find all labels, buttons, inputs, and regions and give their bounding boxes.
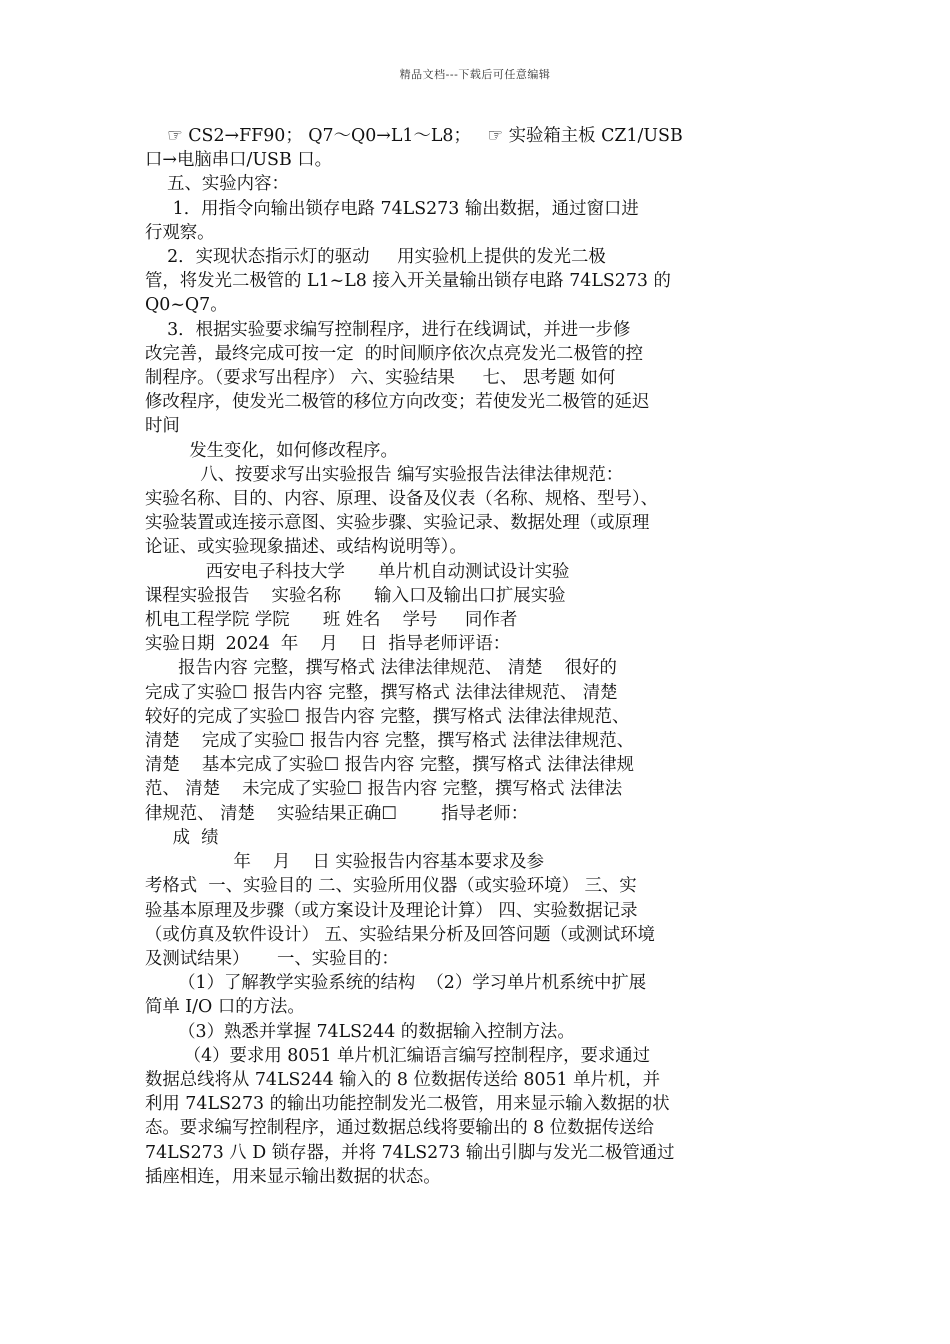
text-line: 改完善，最终完成可按一定 的时间顺序依次点亮发光二极管的控	[145, 343, 643, 364]
text-line: 制程序。（要求写出程序） 六、实验结果 七、 思考题 如何	[145, 368, 616, 389]
text-line: 范、 清楚 未完成了实验☐ 报告内容 完整，撰写格式 法律法	[145, 779, 623, 800]
text-line: 西安电子科技大学 单片机自动测试设计实验	[145, 561, 570, 582]
text-line: 论证、或实验现象描述、或结构说明等）。	[145, 537, 467, 558]
text-line: 修改程序，使发光二极管的移位方向改变；若使发光二极管的延迟	[145, 392, 650, 413]
text-line: Q0~Q7。	[145, 295, 228, 316]
text-line: 实验日期 2024 年 月 日 指导老师评语：	[145, 634, 511, 655]
text-line: 口→电脑串口/USB 口。	[145, 150, 333, 171]
text-line: 态。要求编写控制程序，通过数据总线将要输出的 8 位数据传送给	[145, 1118, 655, 1139]
text-line: 完成了实验☐ 报告内容 完整，撰写格式 法律法律规范、 清楚	[145, 682, 618, 703]
document-body	[145, 124, 807, 1189]
text-line: 验基本原理及步骤（或方案设计及理论计算） 四、实验数据记录	[145, 900, 638, 921]
text-line: 数据总线将从 74LS244 输入的 8 位数据传送给 8051 单片机，并	[145, 1069, 661, 1090]
text-line: 机电工程学院 学院 班 姓名 学号 同作者	[145, 610, 518, 631]
text-line: 发生变化，如何修改程序。	[145, 440, 398, 461]
text-line: 成 绩	[145, 827, 219, 848]
text-line: （4）要求用 8051 单片机汇编语言编写控制程序，要求通过	[145, 1045, 651, 1066]
text-line: 实验名称、目的、内容、原理、设备及仪表（名称、规格、型号）、	[145, 489, 659, 510]
text-line: 3．根据实验要求编写控制程序，进行在线调试，并进一步修	[145, 319, 631, 340]
text-line: 清楚 完成了实验☐ 报告内容 完整，撰写格式 法律法律规范、	[145, 731, 635, 752]
text-line: 较好的完成了实验☐ 报告内容 完整，撰写格式 法律法律规范、	[145, 706, 630, 727]
text-line: 管，将发光二极管的 L1~L8 接入开关量输出锁存电路 74LS273 的	[145, 271, 671, 292]
text-line: 五、实验内容：	[145, 174, 289, 195]
text-line: 课程实验报告 实验名称 输入口及输出口扩展实验	[145, 585, 566, 606]
text-line: 简单 I/O 口的方法。	[145, 997, 305, 1018]
text-line: 律规范、 清楚 实验结果正确☐ 指导老师：	[145, 803, 529, 824]
text-line: 插座相连，用来显示输出数据的状态。	[145, 1166, 441, 1187]
page-header: 精品文档---下载后可任意编辑	[399, 68, 551, 81]
text-line: （3）熟悉并掌握 74LS244 的数据输入控制方法。	[145, 1021, 575, 1042]
text-line: （或仿真及软件设计） 五、实验结果分析及回答问题（或测试环境	[145, 924, 655, 945]
text-line: 行观察。	[145, 222, 215, 243]
text-line: 年 月 日 实验报告内容基本要求及参	[145, 852, 545, 873]
text-line: 实验装置或连接示意图、实验步骤、实验记录、数据处理（或原理	[145, 513, 650, 534]
text-line: 2．实现状态指示灯的驱动 用实验机上提供的发光二极	[145, 247, 606, 268]
text-line: 74LS273 八 D 锁存器，并将 74LS273 输出引脚与发光二极管通过	[145, 1142, 675, 1163]
text-line: 利用 74LS273 的输出功能控制发光二极管，用来显示输入数据的状	[145, 1094, 670, 1115]
text-line: ☞ CS2→FF90； Q7～Q0→L1～L8； ☞ 实验箱主板 CZ1/USB	[145, 126, 683, 146]
text-line: 八、按要求写出实验报告 编写实验报告法律法律规范：	[145, 464, 624, 485]
text-line: 时间	[145, 416, 180, 437]
text-line: 考格式 一、实验目的 二、实验所用仪器（或实验环境） 三、实	[145, 876, 637, 897]
text-line: 清楚 基本完成了实验☐ 报告内容 完整，撰写格式 法律法律规	[145, 755, 635, 776]
text-line: 1．用指令向输出锁存电路 74LS273 输出数据，通过窗口进	[145, 198, 639, 219]
text-line: 报告内容 完整，撰写格式 法律法律规范、 清楚 很好的	[145, 658, 617, 679]
text-line: 及测试结果） 一、实验目的：	[145, 948, 399, 969]
text-line: （1）了解教学实验系统的结构 （2）学习单片机系统中扩展	[145, 973, 647, 994]
